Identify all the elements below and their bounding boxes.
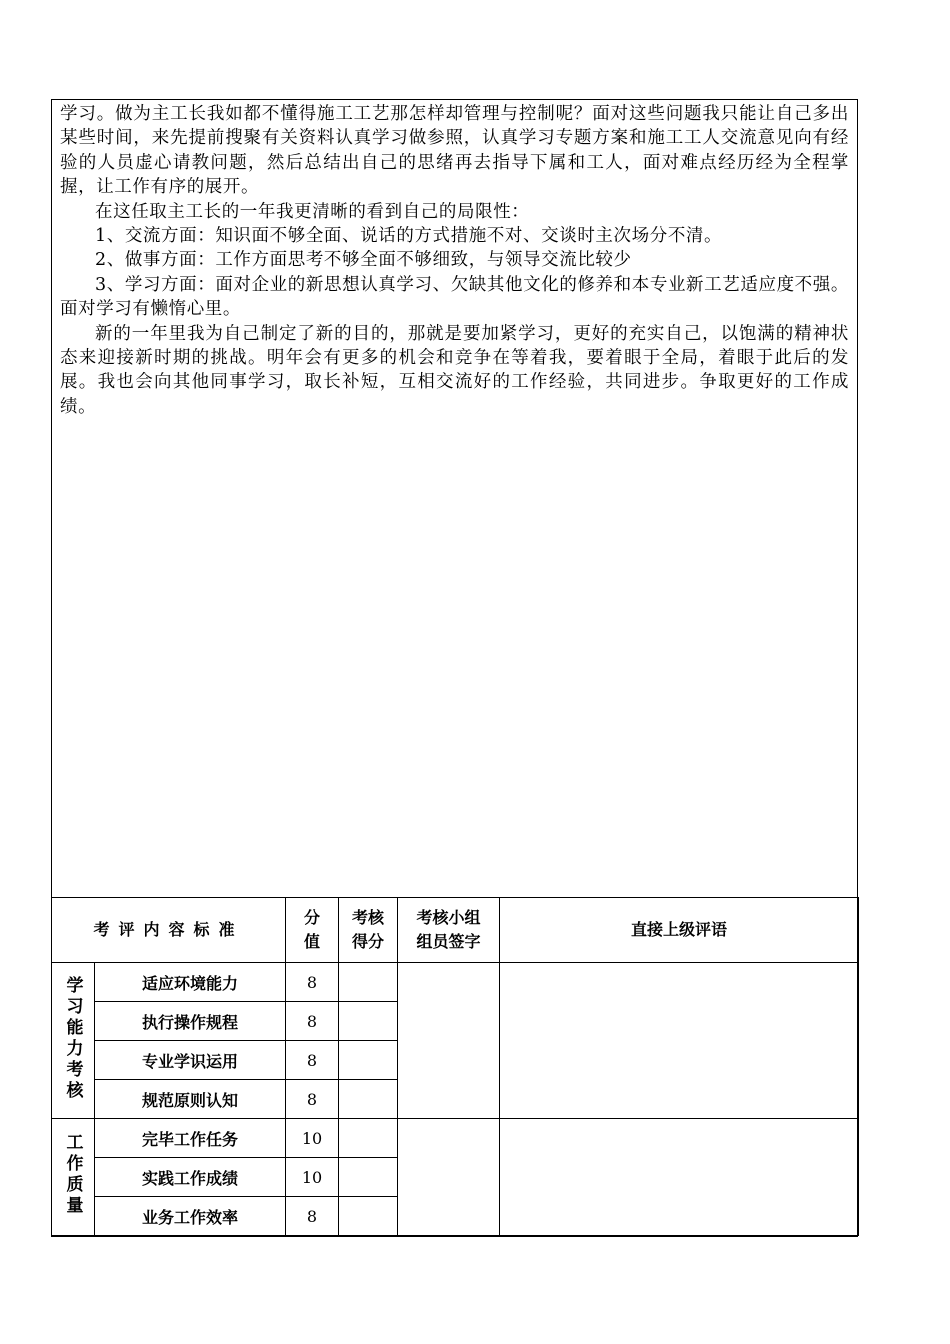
header-signature [398,898,500,963]
score-cell[interactable] [339,1158,398,1197]
header-signature-line2: 组员签字 [416,932,481,951]
points-value: 8 [286,1041,339,1080]
header-points-line2: 值 [304,932,321,951]
header-score-line1: 考核 [352,908,385,927]
signature-cell[interactable] [398,1119,500,1236]
header-comment: 直接上级评语 [500,898,859,963]
criteria-name: 专业学识运用 [95,1041,286,1080]
criteria-name: 完毕工作任务 [95,1119,286,1158]
score-cell[interactable] [339,1197,398,1236]
paragraph: 2、做事方面：工作方面思考不够全面不够细致，与领导交流比较少 [95,250,632,271]
category-cell [52,963,95,1119]
points-value: 8 [286,1002,339,1041]
header-points [286,898,339,963]
paragraph: 新的一年里我为自己制定了新的目的，那就是要加紧学习，更好的充实自己，以饱满的精神状态来迎接新时期的挑战。明年会有更多的机会和竞争在等着我，要着眼于全局，着眼于此后的发展。我也会向其他同事学习，取长补短，互相交流好的工作经验，共同进步。争取更好的工作成绩。 [60,323,849,417]
table-row [52,1119,859,1158]
header-score-line2: 得分 [352,932,385,951]
paragraph: 在这任取主工长的一年我更清晰的看到自己的局限性： [95,201,530,222]
paragraph: 1、交流方面：知识面不够全面、说话的方式措施不对、交谈时主次场分不清。 [95,226,723,247]
comment-cell[interactable] [500,963,859,1119]
category-label: 学习能力考核 [62,975,83,1102]
score-cell[interactable] [339,1119,398,1158]
score-cell[interactable] [339,963,398,1002]
comment-cell[interactable] [500,1119,859,1236]
category-cell [52,1119,95,1236]
header-criteria: 考评内容标准 [52,898,286,963]
header-points-line1: 分 [304,908,321,927]
header-score [339,898,398,963]
category-label: 工作质量 [62,1133,83,1217]
evaluation-form [51,99,858,1237]
assessment-table [51,897,859,1236]
criteria-name: 执行操作规程 [95,1002,286,1041]
paragraph: 3、学习方面：面对企业的新思想认真学习、欠缺其他文化的修养和本专业新工艺适应度不强。面对学习有懒惰心里。 [60,274,849,320]
points-value: 8 [286,1080,339,1119]
signature-cell[interactable] [398,963,500,1119]
criteria-name: 业务工作效率 [95,1197,286,1236]
table-header-row [52,898,859,963]
score-cell[interactable] [339,1041,398,1080]
table-row [52,963,859,1002]
header-signature-line1: 考核小组 [416,908,481,927]
points-value: 10 [286,1119,339,1158]
score-cell[interactable] [339,1002,398,1041]
paragraph: 学习。做为主工长我如都不懂得施工工艺那怎样却管理与控制呢？面对这些问题我只能让自己多出某些时间，来先提前搜聚有关资料认真学习做参照，认真学习专题方案和施工工人交流意见向有经验的人员虚心请教问题，然后总结出自己的思绪再去指导下属和工人，面对难点经历经为全程掌握，让工作有序的展开。 [60,104,849,198]
criteria-name: 适应环境能力 [95,963,286,1002]
points-value: 8 [286,1197,339,1236]
points-value: 10 [286,1158,339,1197]
score-cell[interactable] [339,1080,398,1119]
criteria-name: 实践工作成绩 [95,1158,286,1197]
points-value: 8 [286,963,339,1002]
criteria-name: 规范原则认知 [95,1080,286,1119]
summary-text-section [52,100,857,898]
